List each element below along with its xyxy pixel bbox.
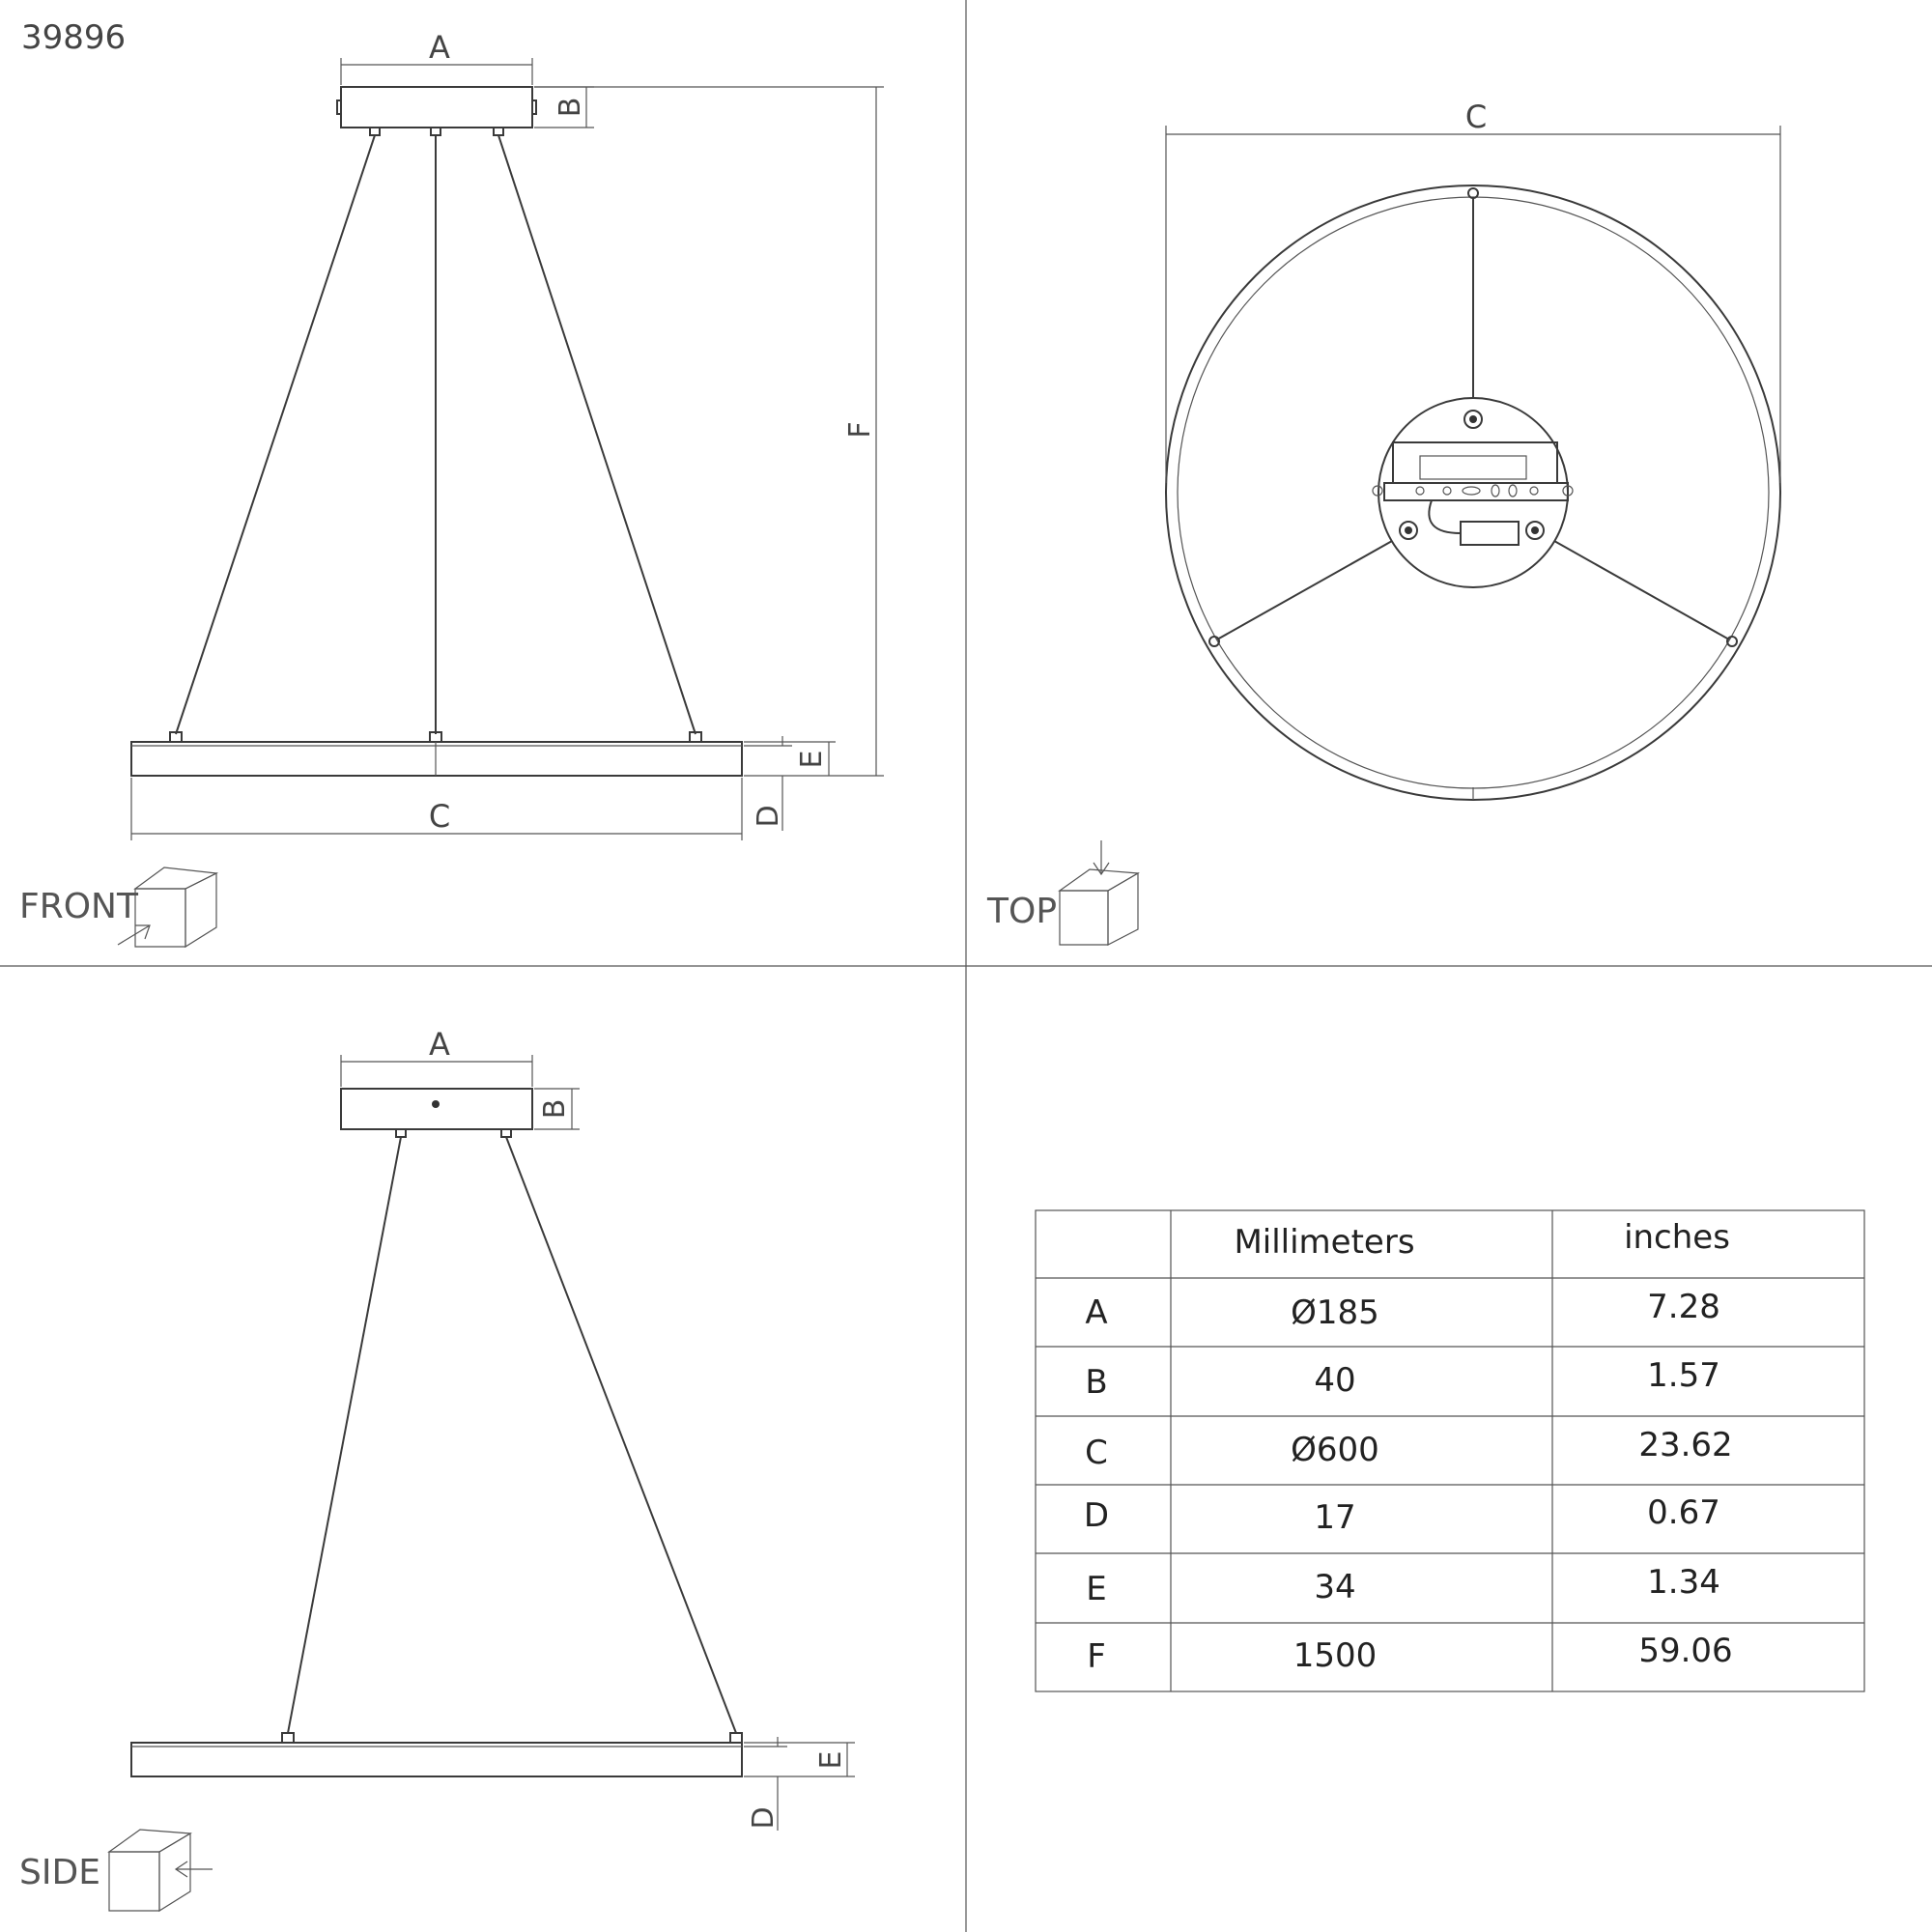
- top-screw-left: [1400, 522, 1417, 539]
- table-row: [1084, 1493, 1720, 1537]
- table-cell-letter: A: [1085, 1293, 1108, 1332]
- dimension-table: [1036, 1210, 1864, 1691]
- side-ring-clip-left: [282, 1733, 294, 1743]
- side-dim-a-label: A: [429, 1026, 450, 1063]
- side-view-label: SIDE: [19, 1853, 100, 1892]
- top-driver-box: [1461, 522, 1519, 545]
- table-row: [1087, 1632, 1732, 1676]
- side-ring-profile: [131, 1743, 742, 1776]
- top-cable-left: [1217, 541, 1392, 639]
- table-header-millimeters: Millimeters: [1234, 1223, 1415, 1262]
- top-view: [986, 99, 1780, 945]
- table-cell-millimeters: Ø600: [1291, 1431, 1379, 1469]
- table-cell-inches: 23.62: [1638, 1426, 1733, 1464]
- table-cell-letter: C: [1085, 1434, 1108, 1472]
- table-cell-letter: F: [1087, 1637, 1106, 1676]
- top-canopy: [1378, 398, 1568, 587]
- table-cell-millimeters: 17: [1314, 1498, 1356, 1537]
- front-dim-f-label: F: [843, 421, 877, 439]
- side-cable-left: [288, 1137, 401, 1733]
- table-cell-inches: 59.06: [1638, 1632, 1733, 1670]
- side-cable-right: [506, 1137, 736, 1733]
- side-ring-clip-right: [730, 1733, 742, 1743]
- top-view-label: TOP: [987, 892, 1058, 931]
- front-view-label: FRONT: [19, 887, 138, 926]
- side-dim-d-label: D: [747, 1806, 781, 1830]
- table-cell-millimeters: 34: [1314, 1568, 1356, 1606]
- top-bracket-slot: [1420, 456, 1526, 479]
- front-ring-profile: [131, 742, 742, 776]
- table-cell-inches: 1.57: [1647, 1356, 1720, 1395]
- table-row: [1085, 1288, 1719, 1332]
- front-view: [19, 29, 884, 947]
- table-row: [1085, 1356, 1720, 1402]
- top-dim-c-label: C: [1464, 99, 1488, 135]
- table-cell-inches: 7.28: [1647, 1288, 1720, 1326]
- table-cell-letter: D: [1083, 1496, 1110, 1535]
- top-view-cube-icon: [1060, 840, 1138, 945]
- table-cell-millimeters: 40: [1314, 1361, 1356, 1400]
- table-row: [1086, 1563, 1720, 1608]
- top-screw-right: [1526, 522, 1544, 539]
- table-cell-millimeters: 1500: [1293, 1636, 1378, 1675]
- front-dim-a-label: A: [429, 29, 450, 66]
- table-cell-letter: E: [1086, 1570, 1107, 1608]
- top-screw-top: [1464, 411, 1482, 428]
- table-cell-millimeters: Ø185: [1291, 1293, 1379, 1332]
- front-dim-b-label: B: [554, 97, 587, 118]
- front-cable-anchor-left: [370, 128, 380, 135]
- side-canopy-screw: [432, 1100, 440, 1108]
- side-dim-e-label: E: [814, 1750, 848, 1770]
- front-cable-right: [498, 135, 696, 734]
- top-mounting-bracket: [1384, 483, 1568, 500]
- table-header-inches: inches: [1624, 1218, 1730, 1257]
- model-number: 39896: [21, 18, 127, 57]
- table-cell-letter: B: [1085, 1363, 1108, 1402]
- front-cable-left: [176, 135, 375, 734]
- side-view: [19, 1026, 855, 1911]
- side-cable-anchor-right: [501, 1129, 511, 1137]
- top-bracket-body: [1393, 442, 1557, 483]
- top-cable-right: [1554, 541, 1729, 639]
- table-row: [1085, 1426, 1733, 1472]
- table-cell-inches: 1.34: [1647, 1563, 1720, 1602]
- front-cable-anchor-center: [431, 128, 440, 135]
- side-view-cube-icon: [109, 1830, 213, 1911]
- side-canopy: [341, 1089, 532, 1129]
- front-canopy: [341, 87, 532, 128]
- top-driver-cable: [1429, 500, 1461, 533]
- front-canopy-screw-left: [337, 100, 341, 114]
- front-dim-e-label: E: [795, 750, 829, 769]
- side-dim-b-label: B: [538, 1098, 572, 1120]
- front-dim-d-label: D: [752, 805, 785, 828]
- front-dim-c-label: C: [428, 798, 451, 835]
- side-cable-anchor-left: [396, 1129, 406, 1137]
- front-canopy-screw-right: [532, 100, 536, 114]
- table-cell-inches: 0.67: [1647, 1493, 1720, 1532]
- front-cable-anchor-right: [494, 128, 503, 135]
